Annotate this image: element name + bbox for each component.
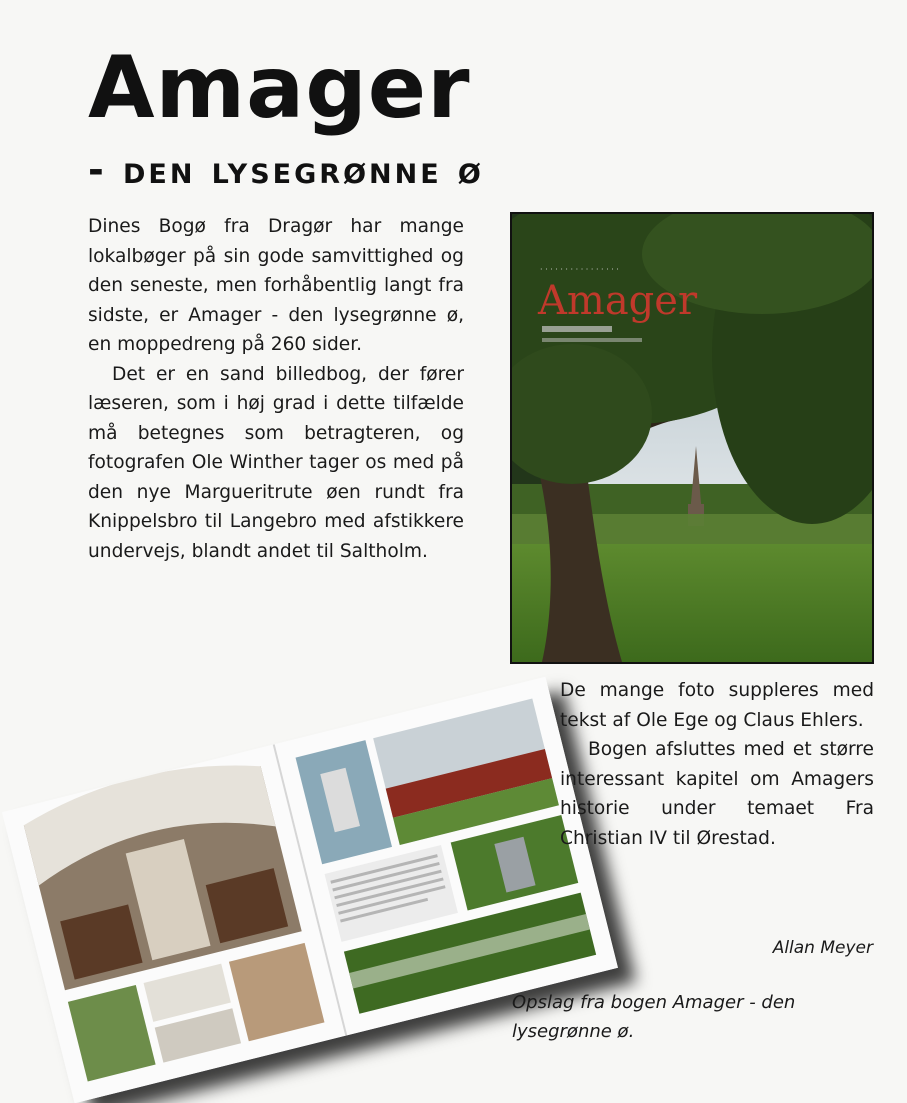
author-signature: Allan Meyer (772, 938, 873, 958)
paragraph-credits: De mange foto suppleres med tekst af Ole Ege og Claus Ehlers. (560, 680, 874, 731)
article-title: Amager (88, 38, 471, 138)
book-cover-title: Amager (538, 278, 698, 324)
svg-text:· · · · · · · · · · · · · · ·: · · · · · · · · · · · · · · · · (540, 265, 619, 274)
paragraph-history: Bogen afsluttes med et større interessant kapitel om Amagers historie under temaet Fra Christian IV til Ørestad. (560, 739, 874, 849)
book-cover-image (510, 212, 874, 664)
article-body-right (560, 676, 874, 853)
article-body-left (88, 212, 464, 566)
article-subtitle: - den lysegrønne ø (88, 148, 484, 192)
image-caption: Opslag fra bogen Amager - den lysegrønne ø. (512, 992, 796, 1042)
paragraph-intro: Dines Bogø fra Dragør har mange lokalbøger på sin gode samvittighed og den seneste, men forhåbentlig langt fra sidste, er Amager - den lysegrønne ø, en moppedreng på 260 sider. (88, 216, 464, 355)
paragraph-description: Det er en sand billedbog, der fører læseren, som i høj grad i dette tilfælde må betegnes som betragteren, og fotografen Ole Winther tager os med på den nye Margueritrute øen rundt fra Knippelsbro til Langebro med afstikkere undervejs, blandt andet til Saltholm. (88, 363, 464, 562)
